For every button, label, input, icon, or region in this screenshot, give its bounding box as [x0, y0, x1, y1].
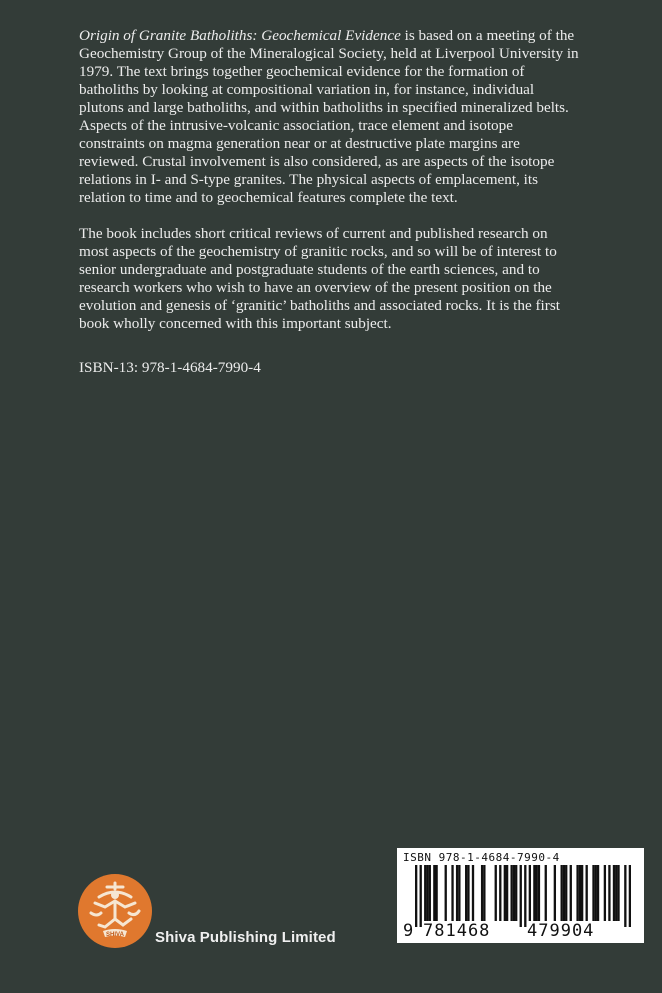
barcode-bar — [520, 865, 522, 927]
barcode-bar — [426, 865, 428, 921]
barcode-bar — [597, 865, 599, 921]
barcode-bar — [429, 865, 431, 921]
barcode-bar — [554, 865, 556, 921]
publisher-name: Shiva Publishing Limited — [155, 929, 336, 946]
book-title: Origin of Granite Batholiths: Geochemical Evidence — [79, 27, 401, 44]
barcode-bar — [533, 865, 535, 921]
barcode-bar — [565, 865, 567, 921]
barcode-digits-right: 479904 — [527, 921, 595, 941]
barcode-bar — [495, 865, 497, 921]
barcode-bar — [451, 865, 453, 921]
barcode-bar — [433, 865, 435, 921]
blurb-paragraph-2: The book includes short critical reviews of current and published research on most aspects of the geochemistry of granitic rocks, and so will be of interest to senior undergraduate and postgraduate students of the earth sciences, and to research workers who wish to have an overview of the present position on the evolution and genesis of ‘granitic’ batholiths and associated rocks. It is the first book wholly concerned with this important subject. — [79, 225, 560, 332]
barcode-bar — [424, 865, 426, 921]
barcode — [397, 848, 644, 943]
barcode-bar — [595, 865, 597, 921]
barcode-bar — [536, 865, 538, 921]
barcode-bar — [592, 865, 594, 921]
barcode-bars — [415, 865, 631, 927]
barcode-bar — [504, 865, 506, 921]
barcode-bar — [615, 865, 617, 921]
barcode-bar — [445, 865, 447, 921]
barcode-bar — [524, 865, 526, 927]
barcode-bar — [499, 865, 501, 921]
barcode-bar — [513, 865, 515, 921]
isbn-line: ISBN-13: 978-1-4684-7990-4 — [79, 359, 261, 376]
barcode-bar — [435, 865, 437, 921]
barcode-bar — [570, 865, 572, 921]
logo-text: SHIVA — [106, 932, 124, 938]
barcode-bar — [617, 865, 619, 921]
barcode-bar — [579, 865, 581, 921]
barcode-digit-first: 9 — [403, 921, 415, 941]
barcode-bar — [420, 865, 422, 927]
blurb-paragraph-1 — [79, 27, 579, 207]
barcode-bar — [472, 865, 474, 921]
barcode-bar — [624, 865, 626, 927]
barcode-bar — [515, 865, 517, 921]
publisher-logo — [77, 873, 153, 949]
barcode-bar — [481, 865, 483, 921]
barcode-bar — [613, 865, 615, 921]
barcode-bar — [510, 865, 512, 921]
barcode-bar — [561, 865, 563, 921]
barcode-bar — [586, 865, 588, 921]
barcode-bar — [563, 865, 565, 921]
barcode-bar — [538, 865, 540, 921]
blurb-paragraph-1-text: is based on a meeting of the Geochemistry Group of the Mineralogical Society, held at Liverpool University in 1979. The text brings together geochemical evidence for the formation of batholiths by looking at compositional variation in, for instance, individual plutons and large batholiths, and within batholiths in specified mineralized belts. Aspects of the intrusive-volcanic association, trace element and isotope constraints on magma generation near or at destructive plate margins are reviewed. Crustal involvement is also considered, as are aspects of the isotope relations in I- and S-type granites. The physical aspects of emplacement, its relation to time and to geochemical features complete the text. — [79, 27, 579, 206]
barcode-bar — [458, 865, 460, 921]
barcode-bar — [506, 865, 508, 921]
barcode-isbn-label: ISBN 978-1-4684-7990-4 — [403, 851, 560, 864]
barcode-digits-left: 781468 — [423, 921, 491, 941]
barcode-bar — [465, 865, 467, 921]
barcode-bar — [456, 865, 458, 921]
barcode-bar — [629, 865, 631, 927]
barcode-bar — [483, 865, 485, 921]
back-cover-blurb — [79, 27, 579, 351]
barcode-bar — [576, 865, 578, 921]
barcode-bar — [545, 865, 547, 921]
barcode-bar — [415, 865, 417, 927]
barcode-bar — [604, 865, 606, 921]
barcode-bar — [581, 865, 583, 921]
barcode-bar — [529, 865, 531, 921]
barcode-bar — [467, 865, 469, 921]
barcode-bar — [608, 865, 610, 921]
